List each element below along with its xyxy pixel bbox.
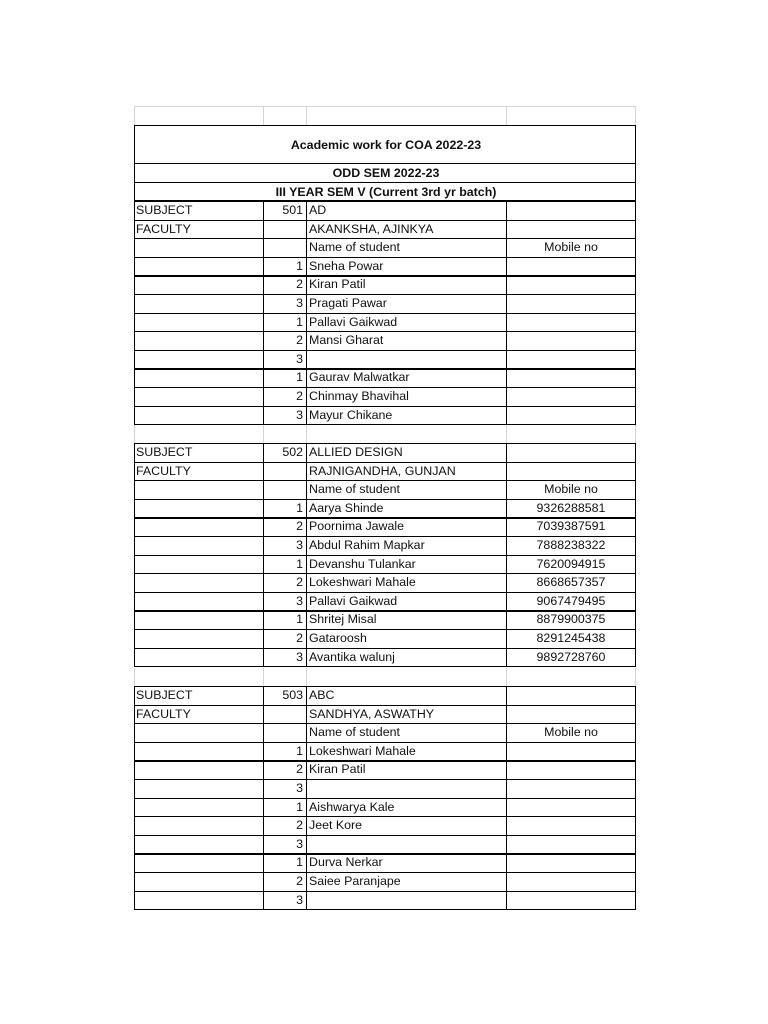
grid-line	[134, 443, 636, 444]
student-row	[134, 798, 636, 817]
blank-cell	[134, 238, 263, 257]
subject-name: ABC	[309, 688, 335, 702]
subject-extra	[506, 443, 636, 462]
faculty-names: SANDHYA, ASWATHY	[309, 706, 435, 721]
student-name: Pallavi Gaikwad	[309, 314, 398, 329]
blank-cell	[134, 350, 263, 369]
grid-line	[134, 387, 636, 388]
student-row	[134, 592, 636, 611]
blank-cell	[134, 798, 263, 817]
grid-line	[134, 891, 636, 892]
student-number: 2	[296, 818, 303, 833]
student-name: Lokeshwari Mahale	[309, 743, 416, 758]
grid-line	[134, 220, 636, 221]
student-mobile	[506, 257, 636, 276]
blank-cell	[134, 853, 263, 872]
student-number: 3	[296, 649, 303, 664]
grid-line	[134, 573, 636, 574]
grid-line	[134, 705, 636, 706]
subject-row	[134, 686, 636, 705]
student-row	[134, 872, 636, 891]
grid-line	[306, 686, 307, 910]
grid-line	[134, 686, 636, 687]
faculty-num	[263, 705, 306, 724]
student-name: Jeet Kore	[309, 818, 363, 833]
page-title: Academic work for COA 2022-23	[290, 138, 482, 152]
blank-cell	[134, 723, 263, 742]
blank-cell	[134, 573, 263, 592]
blank-cell	[134, 835, 263, 854]
subject-extra	[506, 686, 636, 705]
grid-line	[134, 835, 636, 836]
student-number: 3	[296, 892, 303, 907]
blank-cell	[134, 629, 263, 648]
student-name: Avantika walunj	[309, 649, 395, 664]
student-name: Poornima Jawale	[309, 519, 405, 534]
grid-line	[134, 686, 135, 910]
student-row	[134, 853, 636, 872]
grid-line	[134, 853, 636, 854]
faculty-names: AKANKSHA, AJINKYA	[309, 221, 434, 236]
student-number: 2	[296, 631, 303, 645]
student-row	[134, 835, 636, 854]
grid-line	[134, 443, 135, 667]
subject-code: 501	[282, 203, 303, 217]
grid-line	[134, 816, 636, 817]
grid-line	[134, 610, 636, 611]
grid-line	[134, 238, 636, 239]
student-name: Abdul Rahim Mapkar	[309, 538, 425, 552]
grid-line	[134, 629, 636, 630]
student-number: 1	[296, 743, 303, 758]
student-mobile	[506, 275, 636, 294]
grid-line	[506, 425, 507, 443]
grid-line	[134, 480, 636, 481]
faculty-row	[134, 705, 636, 724]
student-number: 3	[296, 538, 303, 552]
student-name: Chinmay Bhavihal	[309, 389, 409, 403]
blank-cell	[134, 610, 263, 629]
student-mobile: 9326288581	[536, 500, 606, 515]
student-row	[134, 350, 636, 369]
student-row	[134, 499, 636, 518]
student-name: Mansi Gharat	[309, 333, 384, 348]
student-number: 3	[296, 351, 303, 366]
student-name: Lokeshwari Mahale	[309, 575, 416, 590]
student-row	[134, 257, 636, 276]
student-number: 1	[296, 799, 303, 814]
grid-line	[506, 201, 507, 425]
blank-cell	[134, 742, 263, 761]
grid-line	[263, 668, 264, 686]
student-name	[306, 835, 506, 854]
student-row	[134, 610, 636, 629]
student-row	[134, 648, 636, 667]
student-row	[134, 275, 636, 294]
blank-cell	[134, 816, 263, 835]
blank-cell	[134, 779, 263, 798]
subject-label: SUBJECT	[136, 688, 193, 702]
student-row	[134, 294, 636, 313]
student-mobile	[506, 891, 636, 910]
header-box	[134, 125, 636, 201]
blank-cell	[134, 313, 263, 332]
grid-line	[134, 313, 636, 314]
student-row	[134, 368, 636, 387]
blank-cell	[134, 536, 263, 555]
subject-block	[134, 686, 636, 909]
faculty-label: FACULTY	[136, 463, 191, 478]
student-name: Devanshu Tulankar	[309, 556, 416, 571]
grid-line	[134, 798, 636, 799]
student-number: 1	[296, 370, 303, 385]
student-number: 2	[296, 389, 303, 403]
student-name: Pragati Pawar	[309, 296, 387, 310]
grid-line	[263, 201, 264, 425]
student-number: 1	[296, 500, 303, 515]
student-row	[134, 313, 636, 332]
student-mobile: 8879900375	[536, 612, 606, 627]
student-row	[134, 742, 636, 761]
student-row	[134, 517, 636, 536]
grid-line	[306, 201, 307, 425]
student-name: Gataroosh	[309, 631, 367, 645]
student-name: Shritej Misal	[309, 612, 377, 627]
student-name: Durva Nerkar	[309, 855, 383, 870]
blank-cell	[134, 872, 263, 891]
student-row	[134, 629, 636, 648]
grid-line	[134, 350, 636, 351]
spacer-row	[134, 668, 636, 686]
grid-line	[506, 443, 507, 667]
student-mobile	[506, 779, 636, 798]
student-name: Aarya Shinde	[309, 500, 384, 515]
grid-line	[134, 275, 636, 276]
grid-line	[263, 425, 264, 443]
faculty-num	[263, 462, 306, 481]
student-mobile	[506, 331, 636, 350]
subject-label: SUBJECT	[136, 203, 193, 217]
grid-line	[306, 425, 307, 443]
grid-line	[134, 872, 636, 873]
student-name: Pallavi Gaikwad	[309, 593, 398, 608]
subject-code: 502	[282, 445, 303, 459]
student-number: 1	[296, 314, 303, 329]
student-number: 1	[296, 556, 303, 571]
grid-line	[134, 536, 636, 537]
student-name	[306, 891, 506, 910]
student-number: 2	[296, 762, 303, 777]
student-number: 2	[296, 874, 303, 888]
student-row	[134, 536, 636, 555]
grid-line	[134, 425, 135, 443]
student-mobile	[506, 853, 636, 872]
student-name: Kiran Patil	[309, 762, 366, 777]
name-header: Name of student	[309, 482, 400, 497]
student-name: Gaurav Malwatkar	[309, 370, 410, 385]
student-number: 2	[296, 575, 303, 590]
grid-line	[635, 668, 636, 686]
column-header-row	[134, 480, 636, 499]
student-number: 3	[296, 836, 303, 851]
student-name: Kiran Patil	[309, 277, 366, 292]
mobile-header: Mobile no	[544, 725, 598, 740]
blank-cell	[134, 592, 263, 611]
grid-line	[134, 331, 636, 332]
column-header-row	[134, 723, 636, 742]
grid-line	[134, 592, 636, 593]
grid-line	[134, 201, 636, 202]
faculty-label: FACULTY	[136, 221, 191, 236]
student-mobile	[506, 387, 636, 406]
blank-cell	[134, 555, 263, 574]
student-mobile	[506, 294, 636, 313]
blank-cell	[134, 648, 263, 667]
student-mobile: 9067479495	[536, 593, 606, 608]
batch-title: III YEAR SEM V (Current 3rd yr batch)	[275, 185, 497, 199]
grid-line	[306, 668, 307, 686]
grid-line	[134, 909, 636, 910]
subject-name: ALLIED DESIGN	[309, 445, 403, 459]
student-name: Aishwarya Kale	[309, 799, 395, 814]
student-mobile	[506, 742, 636, 761]
subject-block	[134, 201, 636, 424]
faculty-extra	[506, 705, 636, 724]
subject-code: 503	[282, 688, 303, 702]
student-row	[134, 406, 636, 425]
student-number: 2	[296, 333, 303, 348]
student-row	[134, 891, 636, 910]
student-name	[306, 350, 506, 369]
blank-cell	[263, 480, 306, 499]
subject-label: SUBJECT	[136, 445, 193, 459]
blank-cell	[134, 406, 263, 425]
grid-line	[134, 648, 636, 649]
faculty-label: FACULTY	[136, 706, 191, 721]
student-mobile	[506, 835, 636, 854]
blank-cell	[263, 723, 306, 742]
blank-cell	[134, 480, 263, 499]
grid-line	[635, 443, 636, 667]
grid-line	[635, 201, 636, 425]
subject-block	[134, 443, 636, 666]
student-name	[306, 779, 506, 798]
student-number: 3	[296, 407, 303, 422]
student-number: 3	[296, 781, 303, 795]
column-header-row	[134, 238, 636, 257]
student-mobile: 8668657357	[536, 575, 606, 590]
grid-line	[263, 443, 264, 667]
spacer-row	[134, 425, 636, 443]
blank-cell	[134, 331, 263, 350]
grid-line	[635, 686, 636, 910]
blank-cell	[134, 275, 263, 294]
grid-line	[635, 425, 636, 443]
student-mobile: 7620094915	[536, 556, 606, 571]
grid-line	[134, 517, 636, 518]
student-row	[134, 387, 636, 406]
grid-line	[134, 723, 636, 724]
student-row	[134, 331, 636, 350]
student-number: 1	[296, 612, 303, 627]
faculty-row	[134, 220, 636, 239]
student-mobile	[506, 872, 636, 891]
mobile-header: Mobile no	[544, 240, 598, 255]
blank-cell	[134, 387, 263, 406]
student-mobile	[506, 816, 636, 835]
grid-line	[306, 443, 307, 667]
grid-line	[134, 760, 636, 761]
blank-cell	[134, 294, 263, 313]
subject-row	[134, 443, 636, 462]
subject-extra	[506, 201, 636, 220]
student-number: 1	[296, 258, 303, 273]
student-row	[134, 573, 636, 592]
semester-title: ODD SEM 2022-23	[332, 166, 440, 180]
grid-line	[134, 294, 636, 295]
student-mobile: 9892728760	[536, 649, 606, 664]
grid-line	[134, 742, 636, 743]
student-row	[134, 555, 636, 574]
grid-line	[134, 499, 636, 500]
grid-line	[134, 406, 636, 407]
student-mobile	[506, 368, 636, 387]
grid-line	[134, 668, 135, 686]
grid-line	[506, 668, 507, 686]
student-mobile	[506, 350, 636, 369]
subject-row	[134, 201, 636, 220]
student-name: Mayur Chikane	[309, 407, 393, 422]
blank-cell	[134, 760, 263, 779]
empty-grid-row	[134, 106, 636, 125]
faculty-names: RAJNIGANDHA, GUNJAN	[309, 463, 456, 478]
student-number: 3	[296, 593, 303, 608]
name-header: Name of student	[309, 240, 400, 255]
student-number: 1	[296, 855, 303, 870]
grid-line	[134, 368, 636, 369]
subject-name: AD	[309, 203, 327, 217]
student-mobile: 7039387591	[536, 519, 606, 534]
grid-line	[134, 257, 636, 258]
student-mobile: 8291245438	[536, 631, 606, 645]
grid-line	[134, 201, 135, 425]
student-mobile: 7888238322	[536, 538, 606, 552]
mobile-header: Mobile no	[544, 482, 598, 497]
name-header: Name of student	[309, 725, 400, 740]
student-mobile	[506, 760, 636, 779]
faculty-num	[263, 220, 306, 239]
grid-line	[134, 462, 636, 463]
student-row	[134, 779, 636, 798]
student-number: 2	[296, 519, 303, 534]
blank-cell	[134, 517, 263, 536]
grid-line	[134, 555, 636, 556]
faculty-row	[134, 462, 636, 481]
faculty-extra	[506, 462, 636, 481]
blank-cell	[134, 257, 263, 276]
blank-cell	[134, 368, 263, 387]
student-name: Sneha Powar	[309, 258, 384, 273]
student-number: 3	[296, 296, 303, 310]
blank-cell	[263, 238, 306, 257]
student-row	[134, 760, 636, 779]
student-number: 2	[296, 277, 303, 292]
student-mobile	[506, 798, 636, 817]
faculty-extra	[506, 220, 636, 239]
student-name: Saiee Paranjape	[309, 874, 401, 888]
grid-line	[263, 686, 264, 910]
student-mobile	[506, 313, 636, 332]
blank-cell	[134, 891, 263, 910]
student-row	[134, 816, 636, 835]
student-mobile	[506, 406, 636, 425]
blank-cell	[134, 499, 263, 518]
grid-line	[506, 686, 507, 910]
grid-line	[134, 779, 636, 780]
